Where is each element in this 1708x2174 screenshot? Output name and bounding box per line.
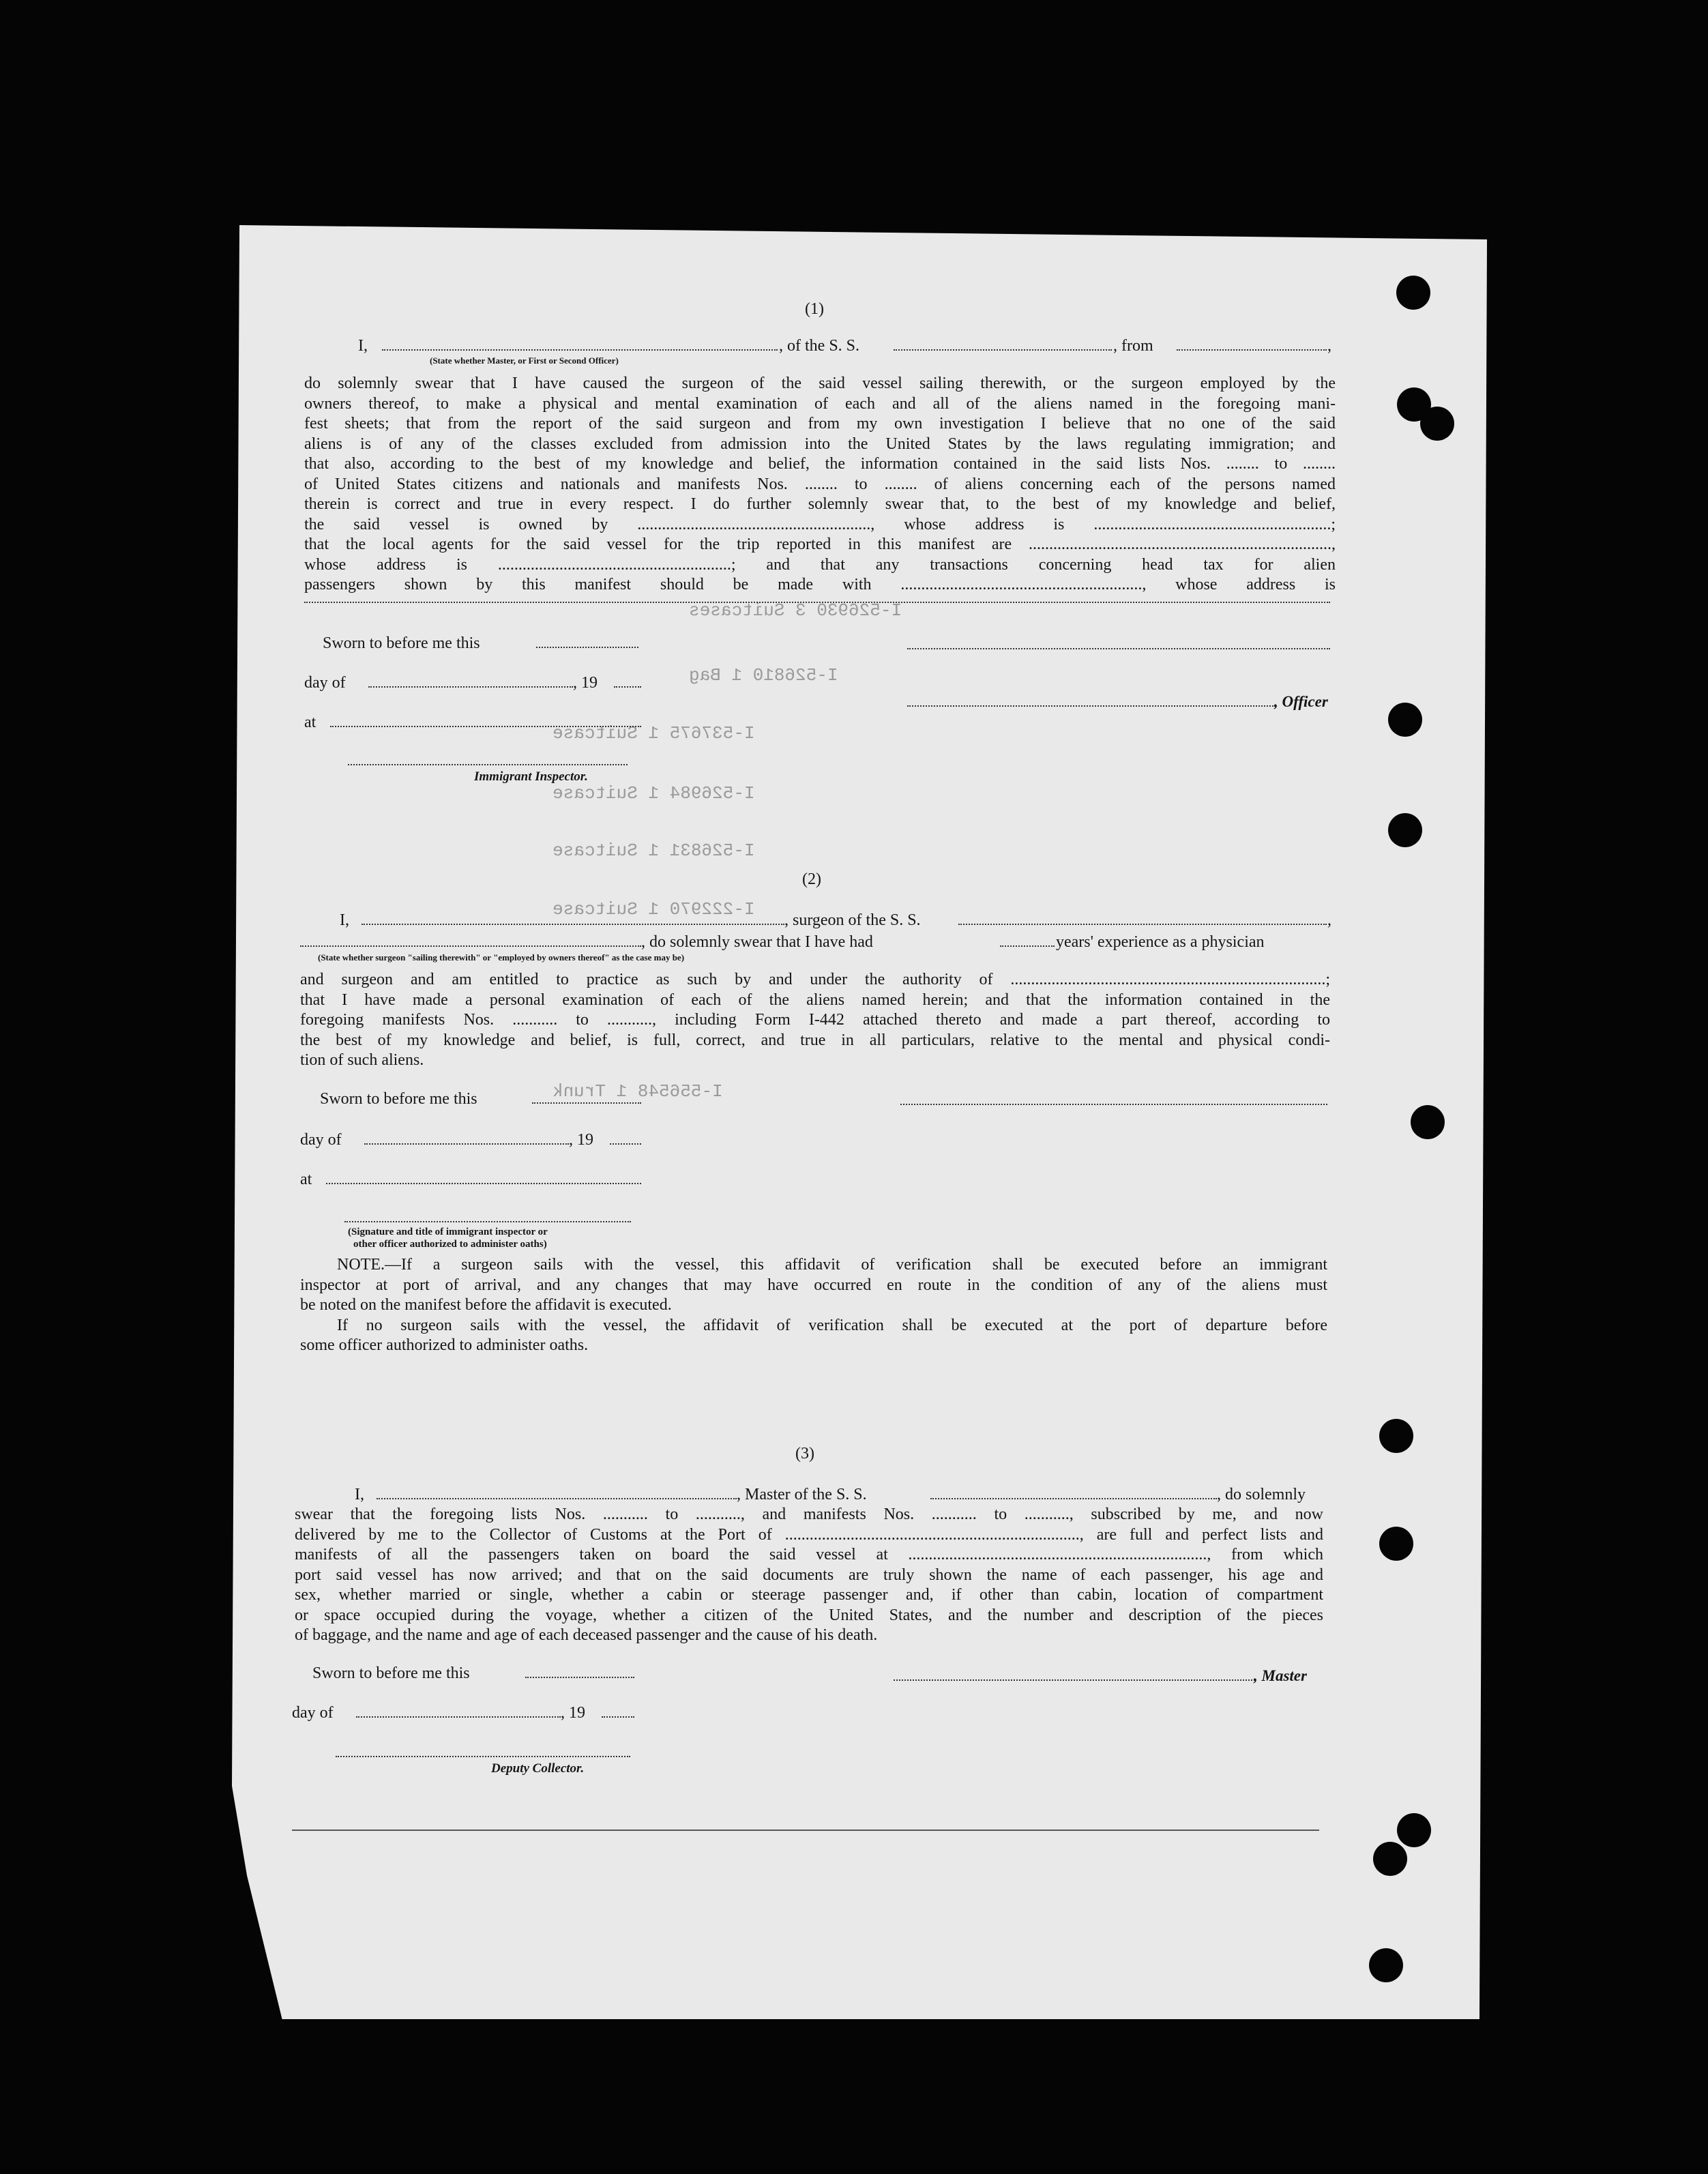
sworn-year-field[interactable] <box>614 686 641 688</box>
punch-hole <box>1397 1813 1431 1847</box>
bottom-rule <box>292 1830 1319 1831</box>
officer-title-line[interactable] <box>907 705 1276 707</box>
years-experience-field[interactable] <box>1000 945 1055 947</box>
sworn-day-field-3[interactable] <box>525 1677 634 1678</box>
surgeon-name-field[interactable] <box>362 924 784 925</box>
section-2-oath-text: and surgeon and am entitled to practice as such by and under the authority of .............................................................................; that I have made a personal examination of each of the aliens named herein; and that the information contained in the foregoing manifests Nos. ........... to ..........., including Form I-442 attached thereto and made a part thereof, according to the best of my knowledge and belief, is full, correct, and true in all particulars, relative to the mental and physical condi- tion of such aliens. <box>300 971 1330 1069</box>
punch-hole <box>1379 1419 1413 1453</box>
ship-name-field-3[interactable] <box>930 1498 1217 1499</box>
section-1-oath-text: do solemnly swear that I have caused the surgeon of the said vessel sailing therewith, or the surgeon employed by the owners thereof, to make a physical and mental examination of each and all of the aliens named in the foregoing mani- fest sheets; that from the report of the said surgeon and from my own investigation I believe that no one of the said aliens is of any of the classes excluded from admission into the United States by the laws regulating immigration; and that also, according to the best of my knowledge and belief, the information contained in the said lists Nos. ........ to ........ of United States citizens and nationals and manifests Nos. ........ to ........ of aliens concerning each of the persons named therein is correct and true in every respect. I do further solemnly swear that, to the best of my knowledge and belief, the said vessel is owned by ........................................................., whose address is ..........................................................; that the local agents for the said vessel for the trip reported in this manifest are .........................................................................., whose address is .........................................................; and that any transactions concerning head tax for alien passengers shown by this manifest should be made with ..........................................................., whose address is <box>304 374 1336 593</box>
section-3-oath-text: swear that the foregoing lists Nos. ........... to ..........., and manifests Nos. ........... to ..........., subscribed by me, and now delivered by me to the Collector of Customs at the Port of ........................................................................, are full and perfect lists and manifests of all the passengers taken on board the said vessel at ........................................................................., from which port said vessel has now arrived; and that on the said documents are truly shown the name of each passenger, his age and sex, whether married or single, whether a cabin or steerage passenger and, if other than cabin, location of compartment or space occupied during the voyage, whether a citizen of the United States, and the number and description of the pieces of baggage, and the name and age of each deceased passenger and the cause of his death. <box>295 1505 1323 1644</box>
ship-name-field-2[interactable] <box>958 924 1327 925</box>
sworn-year-field-3[interactable] <box>602 1716 634 1718</box>
address-continuation-field[interactable] <box>304 602 1330 603</box>
sworn-month-field[interactable] <box>368 686 573 688</box>
sworn-place-field-2[interactable] <box>326 1183 641 1184</box>
punch-hole <box>1396 276 1430 310</box>
punch-hole <box>1388 813 1422 847</box>
punch-hole <box>1369 1948 1403 1982</box>
port-from-field[interactable] <box>1177 349 1327 351</box>
sworn-day-field-2[interactable] <box>532 1102 641 1104</box>
punch-hole <box>1420 407 1454 441</box>
sworn-day-field[interactable] <box>536 647 638 648</box>
sworn-year-field-2[interactable] <box>610 1143 641 1145</box>
punch-hole <box>1388 703 1422 737</box>
section-number: (2) <box>802 870 821 888</box>
deputy-collector-signature-line[interactable] <box>336 1756 630 1757</box>
sworn-month-field-2[interactable] <box>364 1143 569 1145</box>
officer-name-field[interactable] <box>382 349 778 351</box>
officer-signature-line[interactable] <box>907 648 1330 649</box>
sworn-place-field[interactable] <box>330 726 641 727</box>
ship-name-field[interactable] <box>894 349 1112 351</box>
section-number: (3) <box>795 1445 814 1463</box>
punch-hole <box>1373 1842 1407 1876</box>
surgeon-signature-line[interactable] <box>900 1104 1327 1105</box>
punch-hole <box>1379 1527 1413 1561</box>
master-signature-line[interactable] <box>894 1679 1255 1681</box>
master-name-field[interactable] <box>377 1498 737 1499</box>
inspector-signature-line[interactable] <box>348 764 628 765</box>
surgeon-status-field[interactable] <box>300 945 641 947</box>
section-2-note: NOTE.—If a surgeon sails with the vessel, this affidavit of verification shall be executed before an immigrant inspector at port of arrival, and any changes that may have occurred en route in the condition of any of the aliens must be noted on the manifest before the affidavit is executed. If no surgeon sails with the vessel, the affidavit of verification shall be executed at the port of departure before some officer authorized to administer oaths. <box>300 1256 1327 1354</box>
section-number: (1) <box>805 300 824 318</box>
sworn-month-field-3[interactable] <box>356 1716 561 1718</box>
inspector-signature-line-2[interactable] <box>344 1221 631 1222</box>
punch-hole <box>1411 1105 1445 1139</box>
